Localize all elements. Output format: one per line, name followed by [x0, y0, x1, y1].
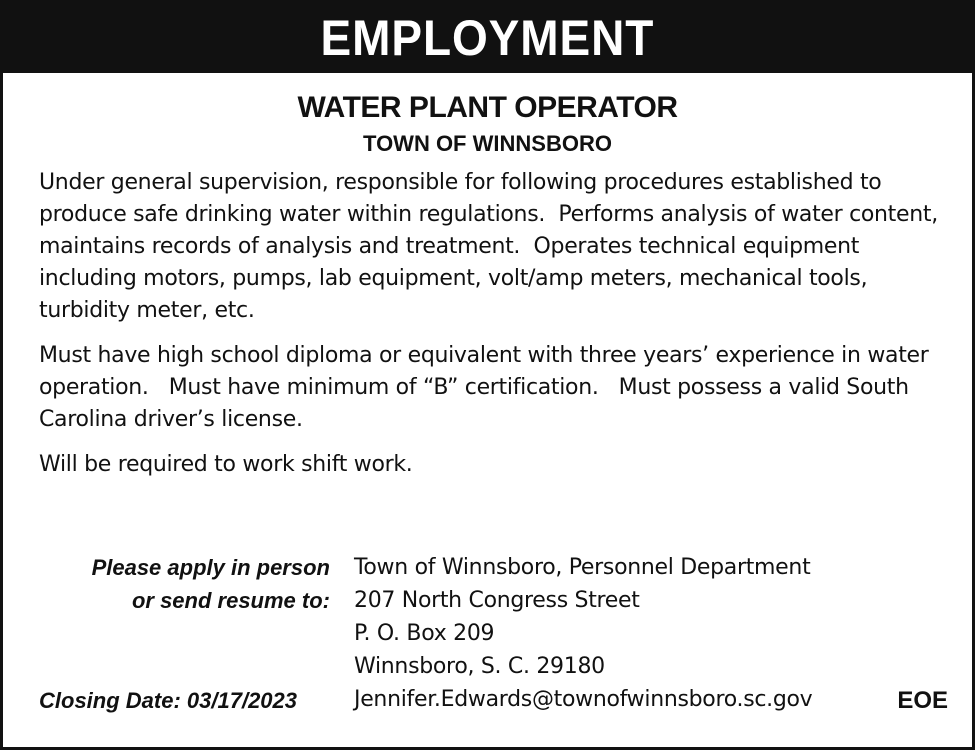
apply-label-line: Please apply in person [91, 555, 330, 580]
contact-email: Jennifer.Edwards@townofwinnsboro.sc.gov [354, 687, 813, 712]
requirements-paragraph: Must have high school diploma or equivalent with three years’ experience in water operation. Must have minimum of “B” certification. Must possess a valid South Carolina driver’s license. [39, 343, 936, 432]
shift-paragraph: Will be required to work shift work. [39, 452, 413, 477]
address-line: P. O. Box 209 [354, 621, 495, 646]
eoe-label: EOE [897, 687, 948, 714]
mailing-address [354, 551, 812, 716]
banner-title: EMPLOYMENT [320, 10, 655, 66]
employment-banner [3, 3, 972, 73]
address-line: 207 North Congress Street [354, 588, 640, 613]
duties-paragraph: Under general supervision, responsible for following procedures established to produce safe drinking water within regulations. Performs analysis of water content, maintains records of analysis and treatment. Operates technical equipment including motors, pumps, lab equipment, volt/amp meters, mechanical tools, turbidity meter, etc. [39, 170, 945, 323]
address-line: Winnsboro, S. C. 29180 [354, 654, 605, 679]
job-title: WATER PLANT OPERATOR [297, 91, 678, 124]
employer-name: TOWN OF WINNSBORO [363, 131, 612, 156]
closing-date: Closing Date: 03/17/2023 [39, 688, 298, 713]
address-line: Town of Winnsboro, Personnel Department [354, 555, 811, 580]
apply-label-line: or send resume to: [131, 588, 330, 613]
job-description [39, 167, 945, 481]
apply-instructions [92, 551, 330, 617]
